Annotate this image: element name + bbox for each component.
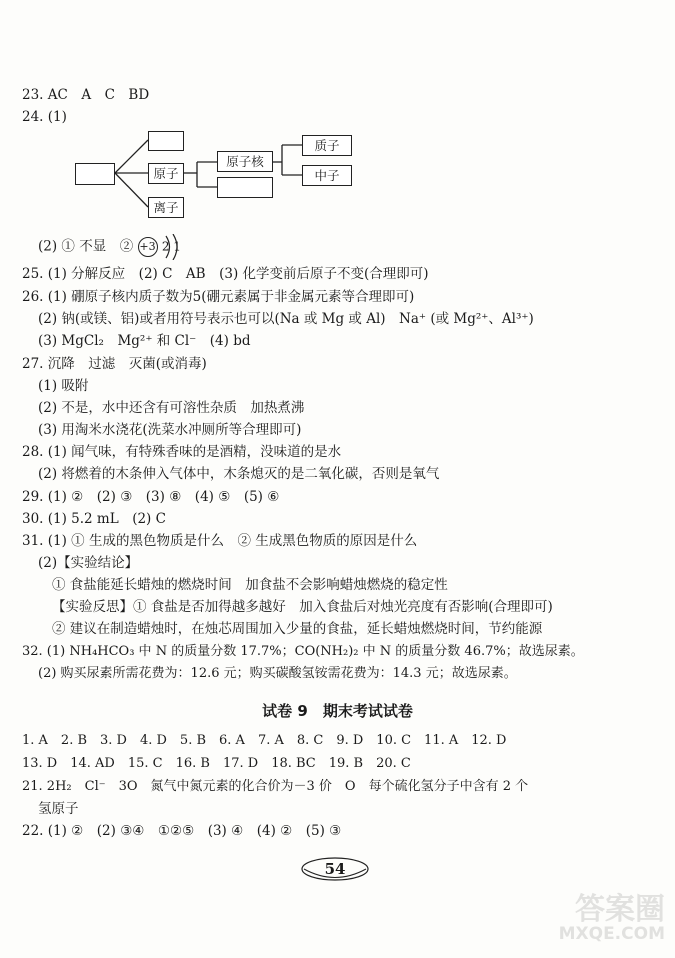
answer-32-1: 32. (1) NH₄HCO₃ 中 N 的质量分数 17.7%；CO(NH₂)₂ 中 N 的质量分数 46.7%；故选尿素。: [22, 644, 584, 659]
answer-23: 23. AC A C BD: [22, 87, 150, 103]
answer-24-2: [38, 234, 181, 260]
answer-27-1: (1) 吸附: [38, 378, 89, 394]
neutron-box: 中子: [302, 165, 352, 186]
answer-26-2: (2) 钠(或镁、铝)或者用符号表示也可以(Na 或 Mg 或 Al) Na⁺ (或 Mg²⁺、Al³⁺): [38, 311, 534, 327]
answer-31-1: 31. (1) ① 生成的黑色物质是什么 ② 生成黑色物质的原因是什么: [22, 533, 418, 549]
answer-31-3: ① 食盐能延长蜡烛的燃烧时间 加食盐不会影响蜡烛燃烧的稳定性: [52, 577, 448, 593]
page-number-text: 54: [324, 860, 346, 878]
answer-31-5: ② 建议在制造蜡烛时，在烛芯周围加入少量的食盐，延长蜡烛燃烧时间，节约能源: [52, 621, 543, 637]
answer-28-2: (2) 将燃着的木条伸入气体中，木条熄灭的是二氧化碳，否则是氧气: [38, 466, 440, 482]
section-title: 试卷 9 期末考试试卷: [262, 702, 413, 720]
answer-28-1: 28. (1) 闻气味，有特殊香味的是酒精，没味道的是水: [22, 444, 342, 460]
watermark: [531, 884, 671, 954]
answer-22: 22. (1) ② (2) ③④ ①②⑤ (3) ④ (4) ② (5) ③: [22, 823, 342, 839]
answer-29: 29. (1) ② (2) ③ (3) ⑧ (4) ⑤ (5) ⑥: [22, 489, 280, 505]
answer-31-2: (2)【实验结论】: [38, 555, 139, 571]
answer-25: 25. (1) 分解反应 (2) C AB (3) 化学变前后原子不变(合理即可): [22, 266, 429, 282]
electron-shell-numbers: 2 1: [161, 239, 181, 254]
answer-32-2: (2) 购买尿素所需花费为：12.6 元；购买碳酸氢铵需花费为：14.3 元；故选尿素。: [38, 666, 517, 681]
blank-box-matter: [75, 163, 115, 185]
watermark-url: MXQE.COM: [558, 924, 665, 944]
answer-26-1: 26. (1) 硼原子核内质子数为5(硼元素属于非金属元素等合理即可): [22, 289, 415, 305]
answer-24-2-text: (2) ① 不显 ②: [38, 238, 134, 255]
answer-26-3: (3) MgCl₂ Mg²⁺ 和 Cl⁻ (4) bd: [38, 333, 251, 349]
answer-30: 30. (1) 5.2 mL (2) C: [22, 511, 166, 527]
answer-31-4: 【实验反思】① 食盐是否加得越多越好 加入食盐后对烛光亮度有否影响(合理即可): [52, 599, 553, 615]
answer-21-line2: 氢原子: [38, 801, 79, 817]
answer-27-2: (2) 不是，水中还含有可溶性杂质 加热煮沸: [38, 400, 305, 416]
answers-1-12: 1. A 2. B 3. D 4. D 5. B 6. A 7. A 8. C 9. D 10. C 11. A 12. D: [22, 733, 507, 748]
answers-13-20: 13. D 14. AD 15. C 16. B 17. D 18. BC 19. B 20. C: [22, 756, 411, 771]
blank-box-electron: [217, 177, 273, 198]
answer-27: 27. 沉降 过滤 灭菌(或消毒): [22, 356, 207, 372]
atom-box: 原子: [148, 163, 184, 184]
watermark-logo-text: 答案圈: [575, 892, 665, 927]
answer-27-3: (3) 用淘米水浇花(洗菜水冲厕所等合理即可): [38, 422, 302, 438]
nucleus-box: 原子核: [217, 151, 273, 172]
electron-shell-arcs-icon: [163, 234, 181, 260]
proton-box: 质子: [302, 135, 352, 156]
page-number: [300, 856, 370, 882]
answer-21-line1: 21. 2H₂ Cl⁻ 3O 氮气中氮元素的化合价为－3 价 O 每个硫化氢分子中含有 2 个: [22, 779, 529, 794]
ion-box: 离子: [148, 197, 184, 218]
answer-24-heading: 24. (1): [22, 109, 67, 125]
blank-box-top: [148, 131, 184, 151]
lithium-nucleus-icon: +3: [138, 237, 158, 257]
